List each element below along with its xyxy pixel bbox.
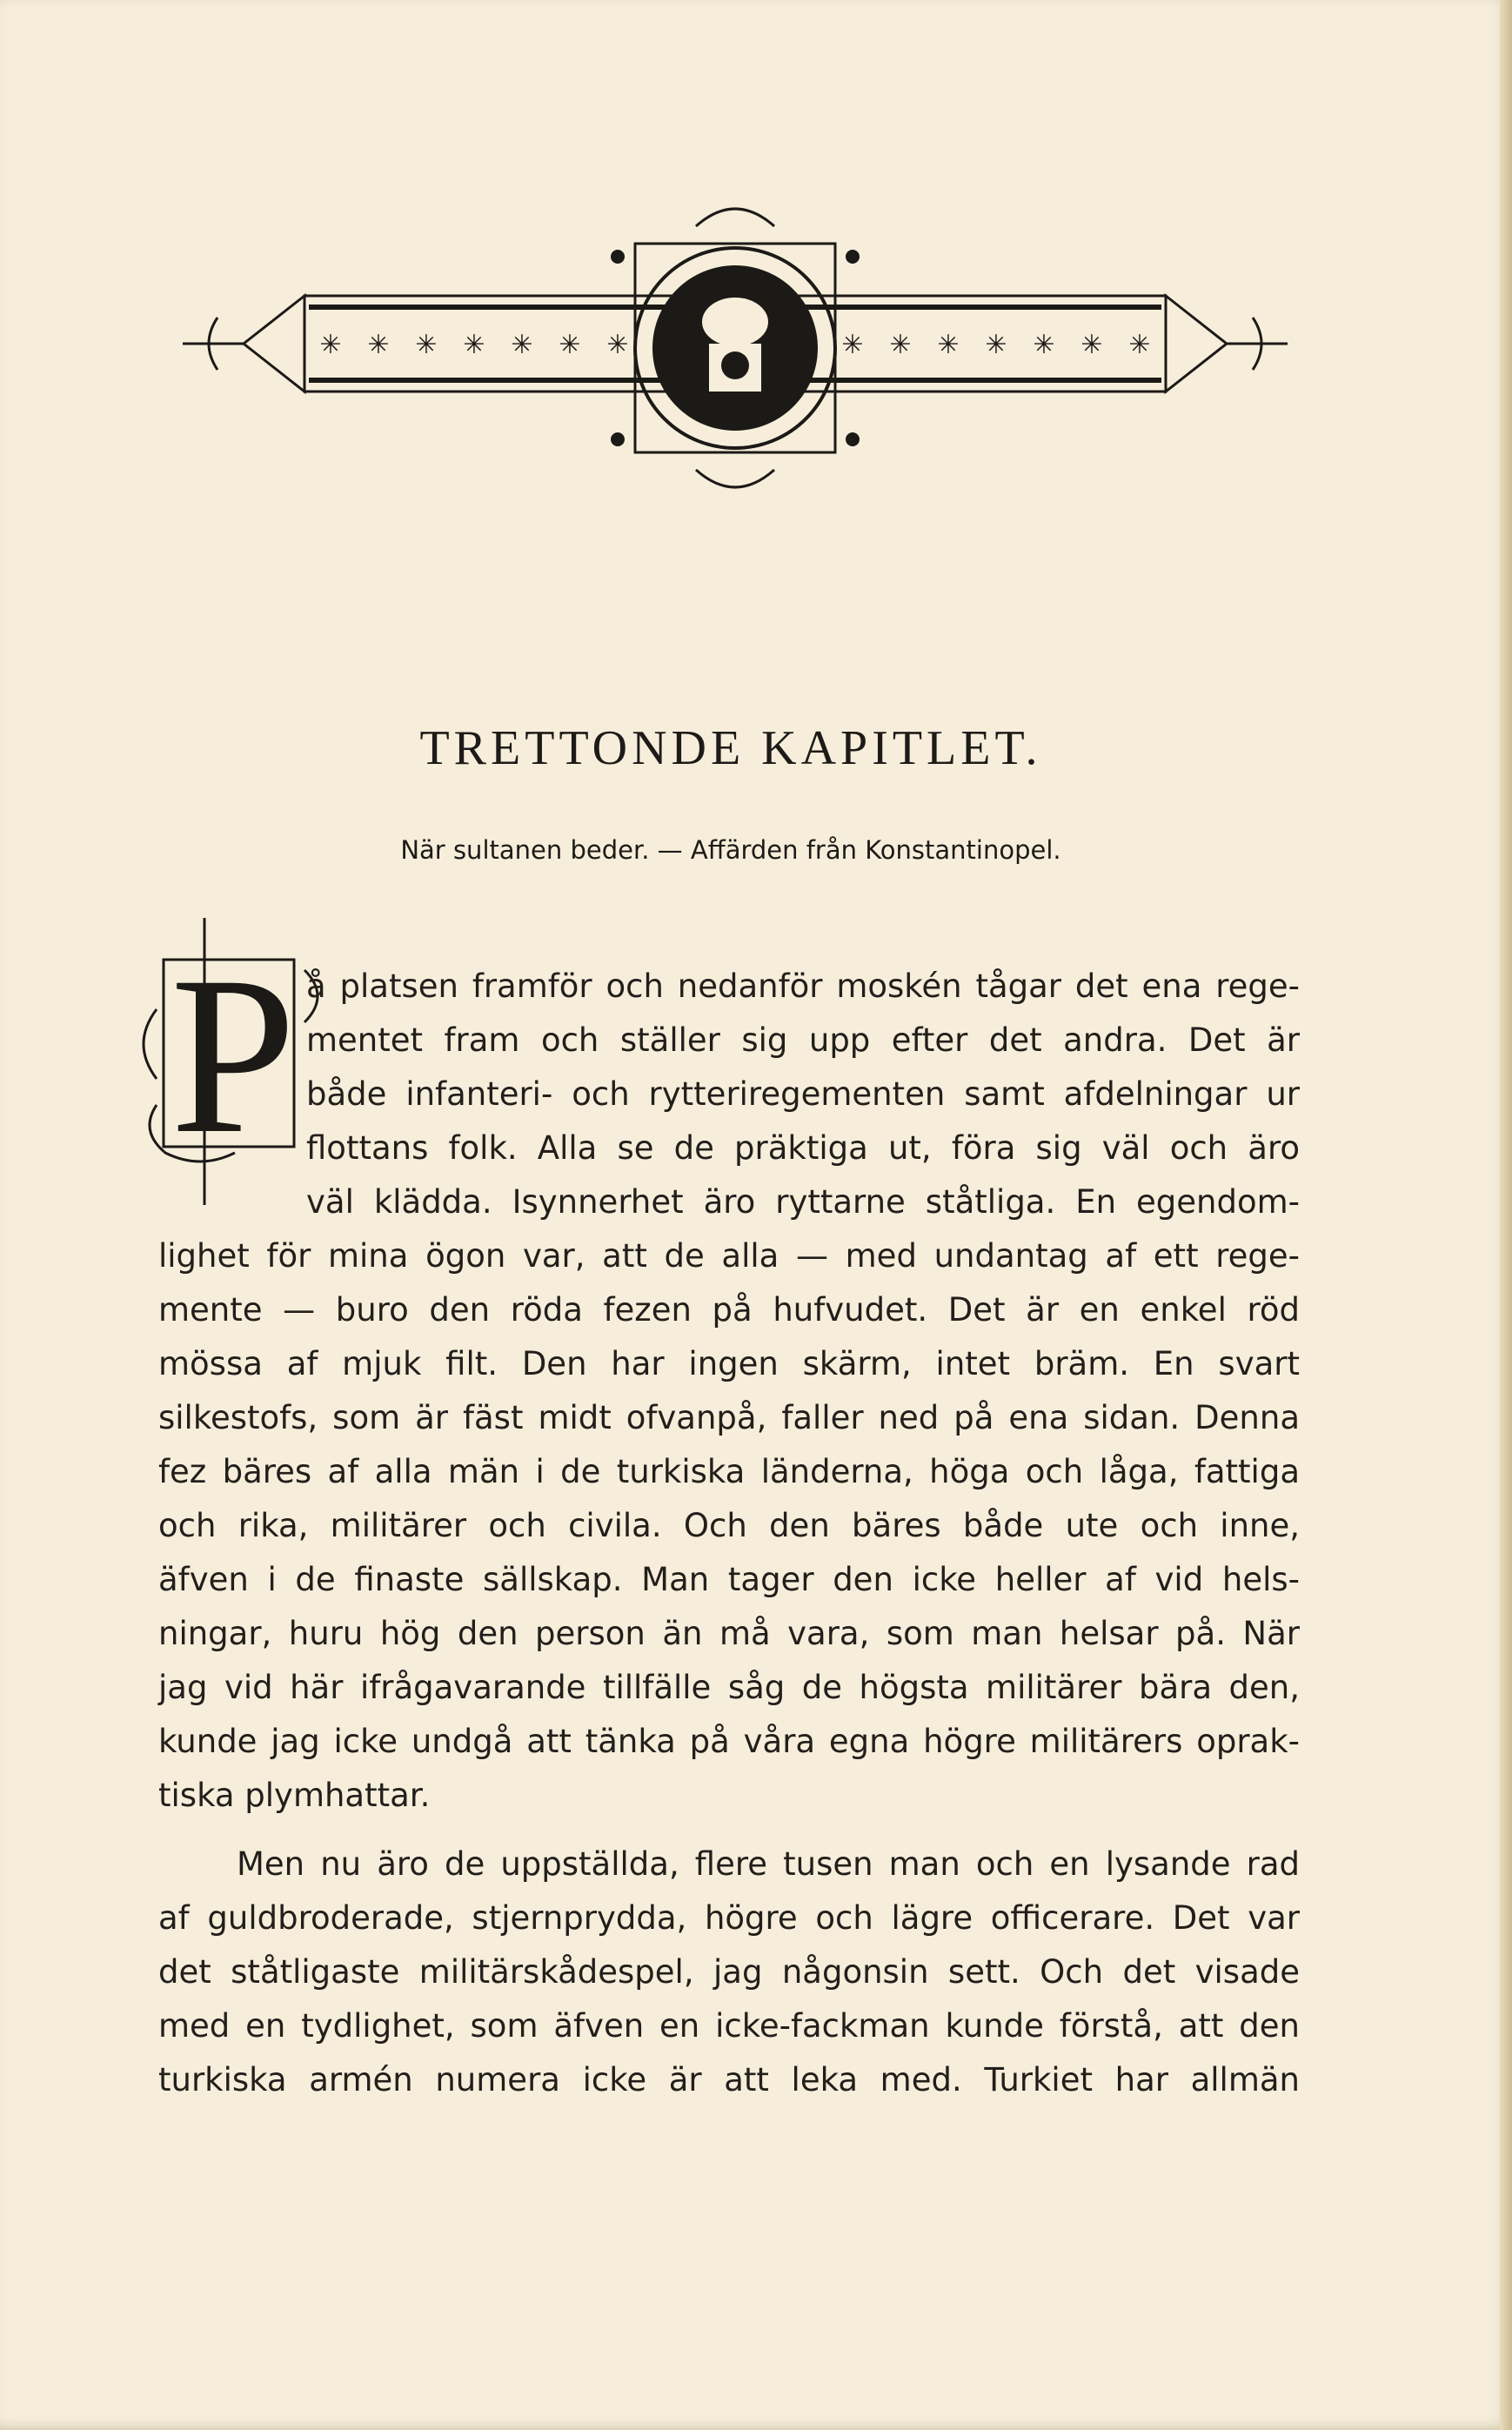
text-line: och rika, militärer och civila. Och den bäres både ute och inne, (158, 1507, 1300, 1544)
paragraph-1 (158, 960, 1300, 1823)
chapter-title: TRETTONDE KAPITLET. (419, 721, 1042, 775)
text-line: Men nu äro de uppställda, flere tusen man och en lysande rad (237, 1845, 1300, 1883)
text-line: turkiska armén numera icke är att leka med. Turkiet har allmän (158, 2061, 1300, 2099)
text-line: silkestofs, som är fäst midt ofvanpå, faller ned på ena sidan. Denna (158, 1399, 1300, 1436)
svg-text:✳: ✳ (793, 330, 816, 360)
svg-text:✳: ✳ (319, 330, 342, 360)
svg-text:✳: ✳ (1080, 330, 1103, 360)
text-line: kunde jag icke undgå att tänka på våra egna högre militärers oprak- (158, 1723, 1300, 1760)
drop-cap-letter: P (170, 930, 297, 1181)
svg-text:✳: ✳ (511, 330, 533, 360)
text-line: å platsen framför och nedanför moskén tågar det ena rege- (306, 967, 1300, 1005)
svg-text:✳: ✳ (1033, 330, 1055, 360)
svg-text:✳: ✳ (367, 330, 390, 360)
svg-text:✳: ✳ (937, 330, 960, 360)
text-line: ningar, huru hög den person än må vara, som man helsar på. När (158, 1615, 1300, 1652)
text-line: mente — buro den röda fezen på hufvudet. Det är en enkel röd (158, 1291, 1300, 1329)
text-line: tiska plymhattar. (158, 1777, 431, 1814)
text-line: mentet fram och ställer sig upp efter det andra. Det är (306, 1021, 1300, 1059)
svg-text:✳: ✳ (559, 330, 581, 360)
chapter-summary: När sultanen beder. — Affärden från Konstantinopel. (400, 835, 1061, 865)
svg-text:✳: ✳ (1128, 330, 1151, 360)
text-line: flottans folk. Alla se de präktiga ut, föra sig väl och äro (306, 1129, 1300, 1167)
text-line: väl klädda. Isynnerhet äro ryttarne ståtliga. En egendom- (306, 1183, 1300, 1221)
svg-text:✳: ✳ (985, 330, 1007, 360)
svg-text:✳: ✳ (841, 330, 864, 360)
text-line: det ståtligaste militärskådespel, jag någonsin sett. Och det visade (158, 1953, 1300, 1991)
svg-text:✳: ✳ (463, 330, 485, 360)
text-line: lighet för mina ögon var, att de alla — med undantag af ett rege- (158, 1237, 1300, 1275)
text-line: fez bäres af alla män i de turkiska länderna, höga och låga, fattiga (158, 1453, 1300, 1490)
text-line: med en tydlighet, som äfven en icke-fackman kunde förstå, att den (158, 2007, 1300, 2045)
text-line: både infanteri- och rytteriregementen samt afdelningar ur (306, 1075, 1300, 1113)
paragraph-2 (158, 1838, 1300, 2107)
text-line: af guldbroderade, stjernprydda, högre och lägre officerare. Det var (158, 1899, 1300, 1937)
header-ornament (165, 174, 1305, 539)
svg-text:✳: ✳ (654, 330, 677, 360)
text-line: jag vid här ifrågavarande tillfälle såg de högsta militärer bära den, (158, 1669, 1300, 1706)
text-line: mössa af mjuk filt. Den har ingen skärm, intet bräm. En svart (158, 1345, 1300, 1382)
svg-text:✳: ✳ (415, 330, 438, 360)
svg-text:✳: ✳ (889, 330, 912, 360)
svg-text:✳: ✳ (606, 330, 629, 360)
text-line: äfven i de finaste sällskap. Man tager den icke heller af vid hels- (158, 1561, 1300, 1598)
